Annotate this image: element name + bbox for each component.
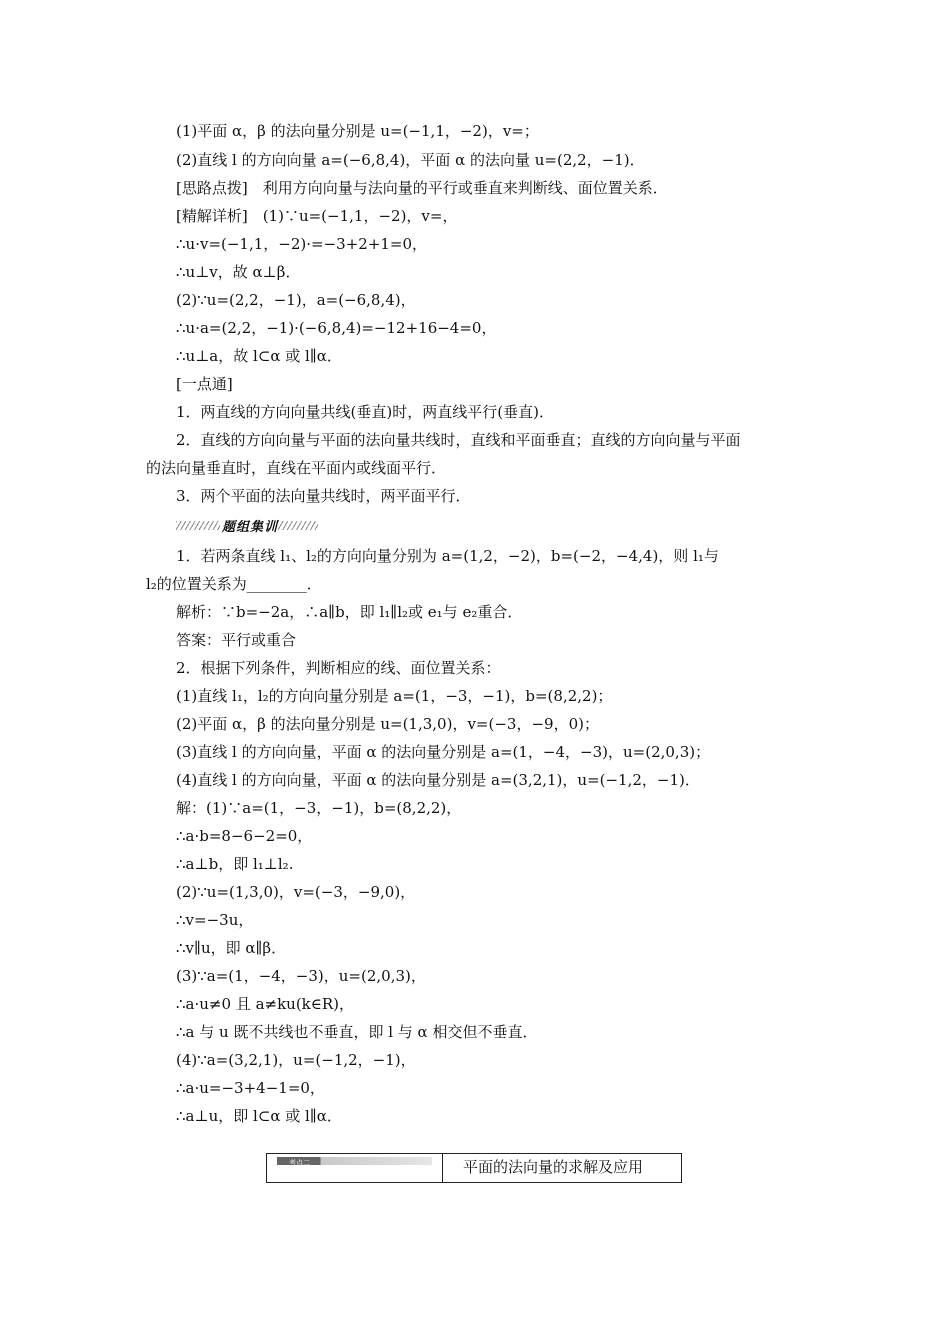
section-tag bbox=[277, 1157, 432, 1165]
text-line: [一点通] bbox=[176, 375, 233, 393]
text-line: 2．直线的方向向量与平面的法向量共线时，直线和平面垂直；直线的方向向量与平面 bbox=[176, 431, 741, 449]
text-line: (1)平面 α，β 的法向量分别是 u=(−1,1，−2)，v=； bbox=[176, 122, 539, 140]
text-line: 3．两个平面的法向量共线时，两平面平行． bbox=[176, 487, 471, 505]
text-line: ∴u·v=(−1,1，−2)·=−3+2+1=0， bbox=[176, 235, 428, 253]
text-line: 1．两直线的方向向量共线(垂直)时，两直线平行(垂直)． bbox=[176, 403, 554, 421]
text-line: (4)直线 l 的方向向量，平面 α 的法向量分别是 a=(3,2,1)，u=(−1,2，−1)． bbox=[176, 771, 700, 789]
text-line: 答案：平行或重合 bbox=[176, 631, 297, 649]
text-line: ∴u·a=(2,2，−1)·(−6,8,4)=−12+16−4=0， bbox=[176, 319, 497, 337]
text-line: (2)平面 α，β 的法向量分别是 u=(1,3,0)，v=(−3，−9，0)； bbox=[176, 715, 599, 733]
text-line: [精解详析] (1)∵u=(−1,1，−2)，v=， bbox=[176, 207, 458, 225]
text-line: l₂的位置关系为________． bbox=[146, 575, 322, 593]
text-line: (2)∵u=(1,3,0)，v=(−3，−9,0)， bbox=[176, 883, 416, 901]
banner-stripes-right bbox=[278, 521, 318, 530]
text-line: 解：(1)∵a=(1，−3，−1)，b=(8,2,2)， bbox=[176, 799, 462, 817]
banner-stripes-left bbox=[176, 521, 220, 530]
text-line: ∴u⊥v，故 α⊥β． bbox=[176, 263, 301, 281]
text-line: (2)直线 l 的方向向量 a=(−6,8,4)，平面 α 的法向量 u=(2,2，−1)． bbox=[176, 151, 645, 169]
text-line: 2．根据下列条件，判断相应的线、面位置关系： bbox=[176, 659, 501, 677]
text-line: (1)直线 l₁，l₂的方向向量分别是 a=(1，−3，−1)，b=(8,2,2)； bbox=[176, 687, 613, 705]
text-line: ∴a·u≠0 且 a≠ku(k∈R)， bbox=[176, 995, 355, 1013]
text-line: ∴a·b=8−6−2=0， bbox=[176, 827, 313, 845]
text-line: ∴a⊥u，即 l⊂α 或 l∥α． bbox=[176, 1107, 342, 1125]
section-tag-cell bbox=[267, 1154, 443, 1182]
banner-title: 题组集训 bbox=[222, 520, 279, 535]
text-line: ∴a 与 u 既不共线也不垂直，即 l 与 α 相交但不垂直． bbox=[176, 1023, 538, 1041]
text-line: ∴v=−3u， bbox=[176, 911, 254, 929]
text-line: (2)∵u=(2,2，−1)，a=(−6,8,4)， bbox=[176, 291, 416, 309]
text-line: (4)∵a=(3,2,1)，u=(−1,2，−1)， bbox=[176, 1051, 416, 1069]
text-line: 的法向量垂直时，直线在平面内或线面平行． bbox=[146, 459, 447, 477]
text-line: (3)直线 l 的方向向量，平面 α 的法向量分别是 a=(1，−4，−3)，u=(2,0,3)； bbox=[176, 743, 711, 761]
section-title: 平面的法向量的求解及应用 bbox=[463, 1158, 644, 1176]
text-line: ∴a⊥b，即 l₁⊥l₂. bbox=[176, 855, 294, 873]
text-line: [思路点拨] 利用方向向量与法向量的平行或垂直来判断线、面位置关系． bbox=[176, 179, 668, 197]
text-line: 解析：∵b=−2a，∴a∥b，即 l₁∥l₂或 e₁与 e₂重合． bbox=[176, 603, 523, 621]
section-header bbox=[266, 1153, 682, 1183]
text-line: ∴v∥u，即 α∥β． bbox=[176, 939, 287, 957]
section-tag-label: 考点二 bbox=[289, 1159, 310, 1167]
exercise-group-banner bbox=[176, 518, 318, 535]
text-line: ∴u⊥a，故 l⊂α 或 l∥α． bbox=[176, 347, 342, 365]
text-line: 1．若两条直线 l₁、l₂的方向向量分别为 a=(1,2，−2)，b=(−2，−4,4)，则 l₁与 bbox=[176, 547, 719, 565]
text-line: ∴a·u=−3+4−1=0， bbox=[176, 1079, 325, 1097]
text-line: (3)∵a=(1，−4，−3)，u=(2,0,3)， bbox=[176, 967, 426, 985]
